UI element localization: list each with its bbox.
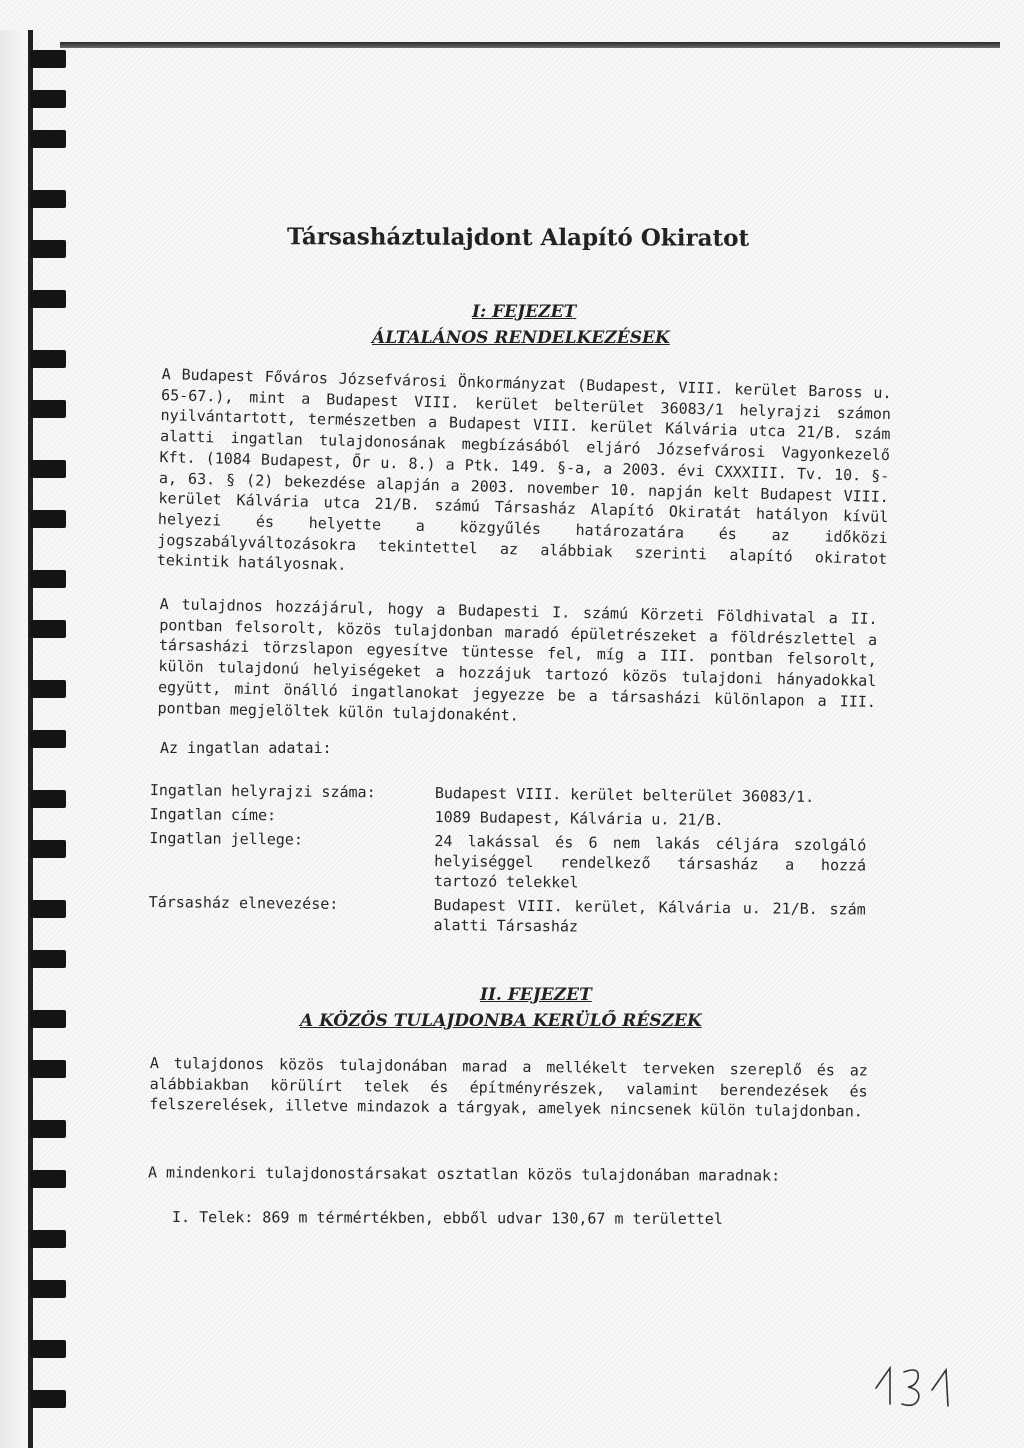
property-label: Ingatlan címe: [149,804,277,825]
binding-hole [30,840,66,858]
chapter-1-title: ÁLTALÁNOS RENDELKEZÉSEK [372,328,670,348]
binding-hole [30,1340,66,1358]
property-value: Budapest VIII. kerület belterület 36083/1. [434,783,815,806]
chapter-2-number: II. FEJEZET [480,985,592,1005]
property-data-heading: Az ingatlan adatai: [160,739,332,757]
binding-hole [30,1060,66,1078]
property-row [149,828,880,896]
binding-hole [30,90,66,108]
binding-hole [30,50,66,68]
binding-hole [30,350,66,368]
binding-hole [30,460,66,478]
binding-hole [30,1170,66,1188]
paragraph-2: A tulajdnos hozzájárul, hogy a Budapesti I. számú Körzeti Földhivatal a II. pontban felsorolt, közös tulajdonban maradó épületrészeket a földrészlettel a társasházi törzslapon egyesítve tüntesse fel, míg a III. pontban felsorolt, külön tulajdonú helyiségeket a hozzájuk tartozó közös tulajdoni hányadokkal együtt, mint önálló ingatlanokat jegyezze be a társasházi különlapon a III. pontban megjelöltek külön tulajdonaként. [157,594,878,725]
spiral-binding [0,30,70,1448]
binding-hole [30,620,66,638]
property-value: Budapest VIII. kerület, Kálvária u. 21/B. szám alatti Társasház [433,895,866,936]
property-label: Ingatlan jellege: [149,828,304,849]
binding-hole [30,1280,66,1298]
binding-hole [30,1010,66,1028]
binding-hole [30,570,66,588]
binding-hole [30,790,66,808]
binding-hole [30,1120,66,1138]
binding-hole [30,950,66,968]
binding-hole [30,1390,66,1408]
common-property-intro: A mindenkori tulajdonostársakat osztatlan közös tulajdonában maradnak: [147,1163,781,1185]
binding-hole [30,900,66,918]
binding-hole [30,510,66,528]
binding-hole [30,400,66,418]
binding-hole [30,1230,66,1248]
binding-hole [30,730,66,748]
property-value: 24 lakással és 6 nem lakás céljára szolgáló helyiséggel rendelkező társasház a hozzá tartozó telekkel [433,831,867,892]
property-label: Társasház elnevezése: [148,892,339,913]
scan-top-edge [60,42,1000,48]
chapter-1-number: I: FEJEZET [472,302,577,322]
binding-hole [30,190,66,208]
paragraph-3: A tulajdonos közös tulajdonában marad a mellékelt terveken szereplő és az alábbiakban körülírt telek és építményrészek, valamint berendezések és felszerelések, illetve mindazok a tárgyak, amelyek nincsenek külön tulajdonban. [149,1054,868,1121]
property-data-table [148,780,880,944]
paragraph-1: A Budapest Főváros Józsefvárosi Önkormányzat (Budapest, VIII. kerület Baross u. 65-67.), mint a Budapest VIII. kerület belterület 36083/1 helyrajzi számon nyilvántartott, természetben a Budapest VIII. kerület Kálvária utca 21/B. szám alatti ingatlan tulajdonosának megbízásából eljáró Józsefvárosi Vagyonkezelő Kft. (1084 Budapest, Őr u. 8.) a Ptk. 149. §-a, a 2003. évi CXXXIII. Tv. 10. §-a, 63. § (2) bekezdése alapján a 2003. november 10. napján kelt Budapest VIII. kerület Kálvária utca 21/B. számú Társasház Alapító Okiratát hatályon kívül helyezi és helyette a közgyűlés határozatára és az időközi jogszabályváltozásokra tekintettel az alábbiak szerinti alapító okiratot tekintik hatályosnak. [156,364,892,575]
binding-hole [30,680,66,698]
property-row [150,804,880,832]
list-item-telek: I. Telek: 869 m térmértékben, ebből udvar 130,67 m területtel [171,1208,723,1228]
binding-hole [30,130,66,148]
document-title: Társasháztulajdont Alapító Okiratot [286,223,750,252]
property-label: Ingatlan helyrajzi száma: [149,780,376,802]
binding-hole [30,240,66,258]
chapter-2-title: A KÖZÖS TULAJDONBA KERÜLŐ RÉSZEK [300,1011,702,1031]
property-row [148,892,878,940]
binding-hole [30,290,66,308]
property-row [150,780,880,808]
handwritten-page-number [868,1360,968,1410]
property-value: 1089 Budapest, Kálvária u. 21/B. [434,807,724,830]
